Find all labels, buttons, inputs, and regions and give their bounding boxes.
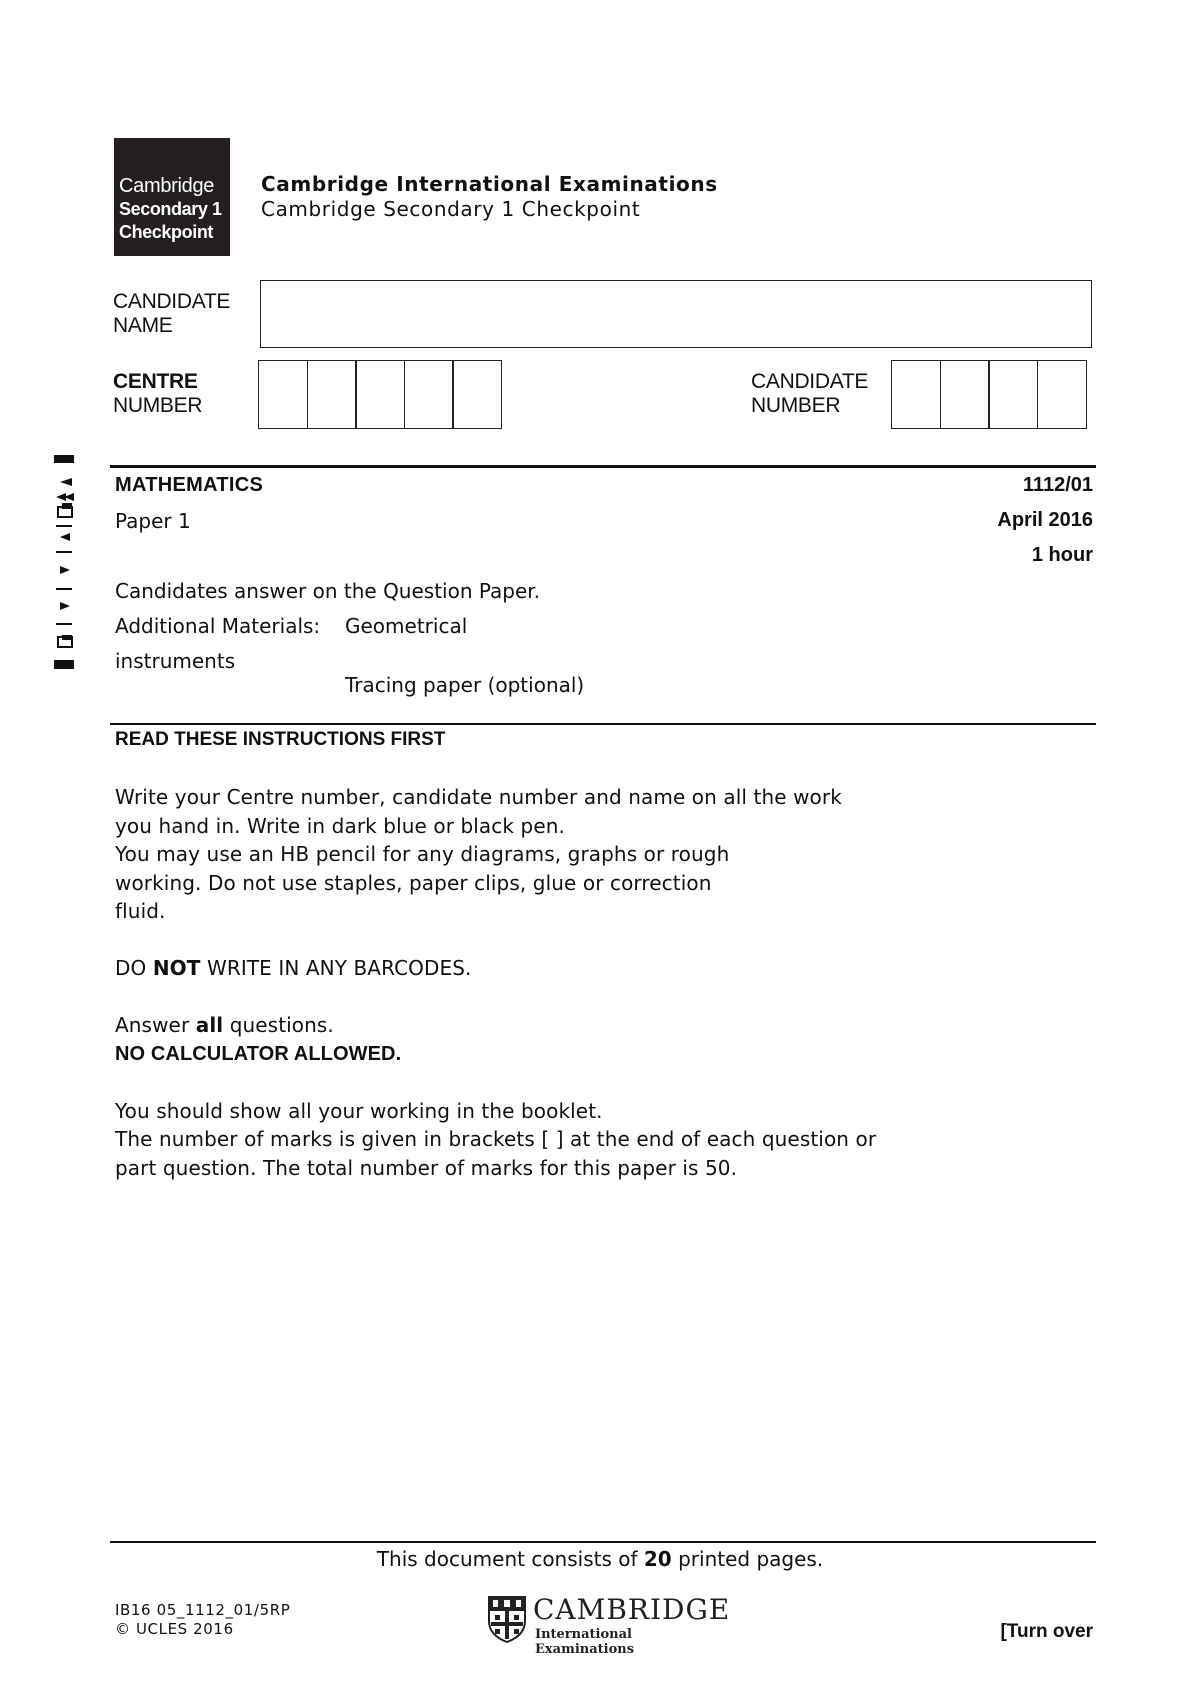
paper-code: 1112/01 <box>1022 474 1093 496</box>
subject-title: MATHEMATICS <box>115 474 264 496</box>
document-reference <box>115 1601 290 1639</box>
qualification-title: Cambridge Secondary 1 Checkpoint <box>261 197 641 221</box>
footer-divider <box>110 1541 1096 1543</box>
page-count-note <box>0 1547 1200 1571</box>
instruction-line: You should show all your working in the booklet. <box>115 1098 603 1123</box>
logo-line-3: Checkpoint <box>119 222 214 242</box>
answer-instruction-post: questions. <box>223 1013 334 1037</box>
reference-code: IB16 05_1112_01/5RP <box>115 1601 291 1619</box>
answer-instruction-pre: Answer <box>115 1013 196 1037</box>
instruction-line: working. Do not use staples, paper clips, glue or correction <box>115 870 712 895</box>
answer-instruction <box>115 1011 915 1040</box>
logo-line-2: Secondary 1 <box>119 199 222 219</box>
barcode-instruction <box>115 954 915 983</box>
candidate-name-field[interactable] <box>260 280 1092 348</box>
crest-icon <box>487 1595 527 1643</box>
instructions-body <box>115 783 915 1182</box>
candidate-name-label <box>113 290 230 338</box>
org-logo-subtitle: International Examinations <box>535 1627 635 1657</box>
instructions-heading: READ THESE INSTRUCTIONS FIRST <box>115 729 446 750</box>
page-count-pre: This document consists of <box>376 1547 644 1571</box>
exam-board-title: Cambridge International Examinations <box>261 172 718 196</box>
candidate-name-label-line-1: CANDIDATE <box>113 290 231 313</box>
centre-number-digit-box[interactable] <box>307 360 357 429</box>
candidate-number-label-line-1: CANDIDATE <box>751 370 869 393</box>
instruction-line: Write your Centre number, candidate number and name on all the work <box>115 785 842 809</box>
centre-number-label-line-1: CENTRE <box>113 370 198 393</box>
side-barcode <box>52 455 76 670</box>
candidate-number-digit-box[interactable] <box>940 360 990 429</box>
barcode-instruction-emphasis: NOT <box>152 956 201 980</box>
centre-number-field <box>258 360 502 429</box>
section-divider <box>110 723 1096 725</box>
candidate-number-digit-box[interactable] <box>1037 360 1087 429</box>
candidate-number-field <box>891 360 1087 429</box>
exam-duration: 1 hour <box>1031 544 1093 566</box>
instruction-line: you hand in. Write in dark blue or black pen. <box>115 813 565 838</box>
turn-over-note: [Turn over <box>1000 1621 1093 1642</box>
instruction-line: fluid. <box>115 899 166 923</box>
cambridge-org-logo <box>487 1593 731 1657</box>
instruction-line: part question. The total number of marks for this paper is 50. <box>115 1155 738 1180</box>
candidate-number-digit-box[interactable] <box>891 360 941 429</box>
page-count-number: 20 <box>643 1547 672 1571</box>
logo-line-1: Cambridge <box>119 175 215 197</box>
candidate-number-label-line-2: NUMBER <box>751 394 841 417</box>
material-item-continued: instruments <box>115 649 236 673</box>
paper-number: Paper 1 <box>115 509 191 533</box>
answer-note: Candidates answer on the Question Paper. <box>115 579 541 603</box>
centre-number-digit-box[interactable] <box>404 360 454 429</box>
material-item: Tracing paper (optional) <box>345 673 585 697</box>
centre-number-digit-box[interactable] <box>452 360 502 429</box>
page-count-post: printed pages. <box>671 1547 824 1571</box>
centre-number-digit-box[interactable] <box>258 360 308 429</box>
candidate-number-digit-box[interactable] <box>988 360 1038 429</box>
org-logo-word: CAMBRIDGE <box>533 1593 731 1626</box>
instruction-line: The number of marks is given in brackets [ ] at the end of each question or <box>115 1127 877 1151</box>
barcode-instruction-pre: DO <box>115 956 153 980</box>
material-item: Geometrical <box>345 614 468 638</box>
centre-number-label <box>113 370 202 418</box>
centre-number-digit-box[interactable] <box>355 360 405 429</box>
barcode-instruction-post: WRITE IN ANY BARCODES. <box>200 956 472 980</box>
instruction-line: You may use an HB pencil for any diagrams, graphs or rough <box>115 842 730 866</box>
copyright-notice: © UCLES 2016 <box>115 1620 234 1638</box>
calculator-notice: NO CALCULATOR ALLOWED. <box>115 1042 402 1065</box>
checkpoint-logo <box>114 138 230 256</box>
centre-number-label-line-2: NUMBER <box>113 394 203 417</box>
section-divider <box>110 465 1096 468</box>
candidate-number-label <box>751 370 868 418</box>
materials-label: Additional Materials: <box>115 614 321 638</box>
exam-session: April 2016 <box>997 509 1093 531</box>
candidate-name-label-line-2: NAME <box>113 314 173 337</box>
answer-instruction-emphasis: all <box>195 1013 224 1037</box>
